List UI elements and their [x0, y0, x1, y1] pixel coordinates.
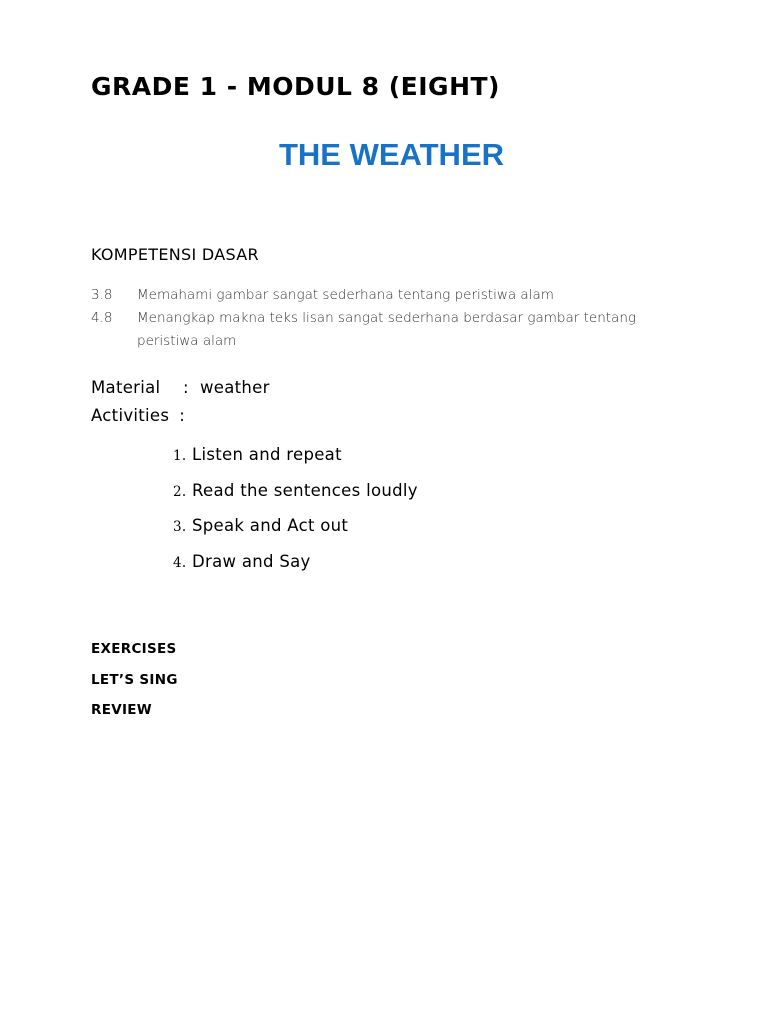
section-list	[91, 641, 178, 733]
material-separator: :	[183, 378, 189, 397]
kompetensi-item-number: 4.8	[91, 310, 113, 326]
activity-number: 4.	[173, 554, 187, 571]
kompetensi-item	[91, 307, 691, 353]
section-exercises: EXERCISES	[91, 641, 177, 657]
activities-line	[91, 406, 185, 425]
activity-text: Listen and repeat	[192, 445, 342, 464]
activity-text: Read the sentences loudly	[192, 480, 418, 500]
material-line	[91, 378, 270, 397]
material-label: Material	[91, 378, 161, 397]
activity-number: 3.	[173, 519, 187, 535]
activity-number: 1.	[173, 448, 187, 464]
activity-number: 2.	[173, 483, 187, 500]
kompetensi-dasar-heading: KOMPETENSI DASAR	[91, 245, 259, 264]
material-value: weather	[200, 378, 270, 397]
activity-item	[173, 481, 418, 517]
kompetensi-item-text: Menangkap makna teks lisan sangat sederhana berdasar gambar tentang peristiwa alam	[137, 310, 636, 349]
activity-text: Speak and Act out	[192, 516, 349, 535]
kompetensi-item-number: 3.8	[91, 287, 113, 303]
section-lets-sing: LET’S SING	[91, 671, 178, 688]
activity-item	[173, 552, 418, 588]
activity-item	[173, 445, 418, 481]
kompetensi-dasar-list	[91, 284, 691, 353]
page-title: GRADE 1 - MODUL 8 (EIGHT)	[91, 72, 500, 101]
activity-list	[173, 445, 418, 587]
activities-label: Activities	[91, 406, 170, 425]
lesson-title: THE WEATHER	[278, 137, 505, 172]
kompetensi-item	[91, 284, 691, 307]
activity-text: Draw and Say	[192, 551, 311, 571]
section-review: REVIEW	[91, 702, 153, 718]
activity-item	[173, 516, 418, 552]
kompetensi-item-text: Memahami gambar sangat sederhana tentang peristiwa alam	[137, 287, 554, 303]
activities-separator: :	[179, 406, 186, 425]
